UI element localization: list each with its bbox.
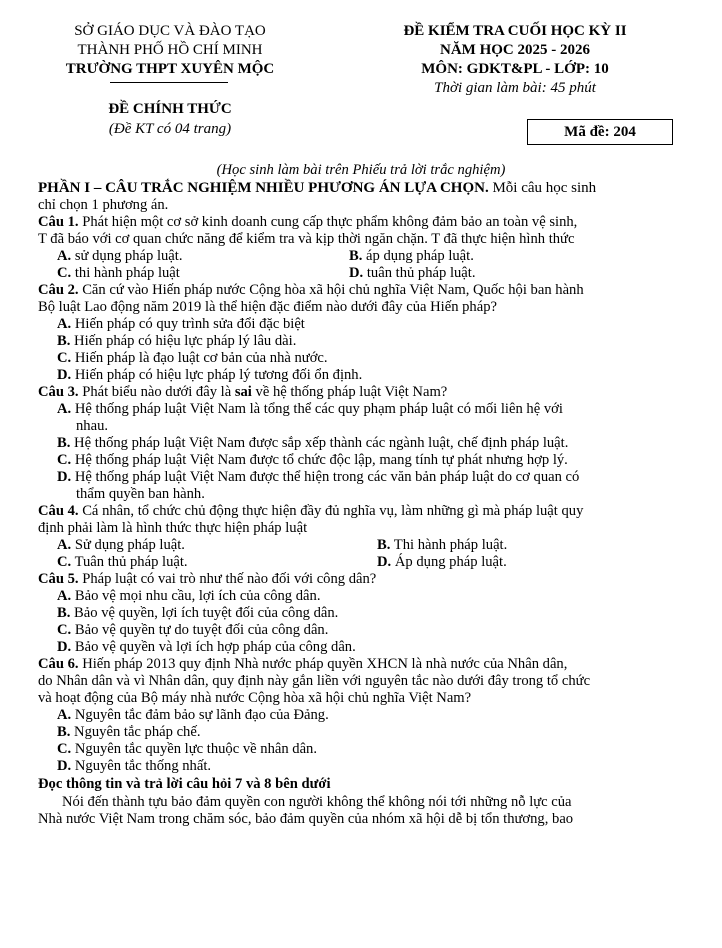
option-text: thi hành pháp luật: [74, 265, 180, 281]
q2-option-c: [57, 350, 328, 367]
option-text: Hiến pháp có hiệu lực pháp lý tương đối ổn định.: [74, 367, 363, 383]
question-5: [38, 571, 376, 588]
question-6: [38, 656, 567, 673]
option-label: B.: [377, 537, 391, 553]
q6-option-b: [57, 724, 200, 741]
official-label: ĐỀ CHÍNH THỨC: [108, 101, 232, 117]
option-text: tuân thủ pháp luật.: [366, 265, 476, 281]
instruction: (Học sinh làm bài trên Phiếu trả lời trắc nghiệm): [216, 162, 506, 178]
school-year: NĂM HỌC 2025 - 2026: [440, 42, 590, 58]
option-text: Nguyên tắc thống nhất.: [74, 758, 212, 774]
part1-title: PHẦN I – CÂU TRẮC NGHIỆM NHIỀU PHƯƠNG ÁN LỰA CHỌN.: [38, 180, 489, 196]
header-left: [40, 22, 300, 79]
question-2-cont: Bộ luật Lao động năm 2019 là thể hiện đặc điểm nào dưới đây của Hiến pháp?: [38, 299, 497, 315]
question-number: Câu 6.: [38, 656, 79, 672]
emphasis-word: sai: [234, 384, 252, 400]
subject: MÔN: GDKT&PL - LỚP: 10: [421, 61, 609, 77]
option-text: Hiến pháp có hiệu lực pháp lý lâu dài.: [74, 333, 297, 349]
option-text: Thi hành pháp luật.: [393, 537, 508, 553]
option-label: D.: [349, 265, 364, 281]
q3-option-d: [57, 469, 579, 486]
option-label: B.: [57, 333, 71, 349]
option-label: D.: [57, 758, 72, 774]
question-6-cont: do Nhân dân và vì Nhân dân, quy định này gắn liền với nguyên tắc nào dưới đây trong tổ chức: [38, 673, 591, 689]
option-label: C.: [57, 265, 72, 281]
question-3: [38, 384, 447, 401]
q4-option-a: [57, 537, 185, 554]
option-text: Nguyên tắc quyền lực thuộc về nhân dân.: [74, 741, 318, 757]
option-text: Bảo vệ quyền, lợi ích tuyệt đối của công dân.: [74, 605, 339, 621]
q4-option-b: [377, 537, 507, 554]
option-label: D.: [57, 469, 72, 485]
q6-option-d: [57, 758, 211, 775]
q1-option-d: [349, 265, 475, 282]
question-text: Cá nhân, tổ chức chủ động thực hiện đầy đủ nghĩa vụ, làm những gì mà pháp luật quy: [82, 503, 584, 519]
option-text: Hệ thống pháp luật Việt Nam được thể hiện trong các văn bản pháp luật do cơ quan có: [74, 469, 580, 485]
question-number: Câu 4.: [38, 503, 79, 519]
exam-title: ĐỀ KIỂM TRA CUỐI HỌC KỲ II: [403, 23, 627, 39]
question-number: Câu 2.: [38, 282, 79, 298]
q3-option-d-cont: thẩm quyền ban hành.: [76, 486, 205, 502]
option-label: B.: [349, 248, 363, 264]
option-label: A.: [57, 537, 72, 553]
question-1: [38, 214, 577, 231]
q3-option-b: [57, 435, 568, 452]
option-text: Sử dụng pháp luật.: [74, 537, 185, 553]
option-label: A.: [57, 588, 72, 604]
part1-heading: [38, 180, 596, 197]
question-6-cont-2: và hoạt động của Bộ máy nhà nước Cộng hòa xã hội chủ nghĩa Việt Nam?: [38, 690, 472, 706]
question-4-cont: định phải làm là hình thức thực hiện pháp luật: [38, 520, 308, 536]
part1-note: Mỗi câu học sinh: [492, 180, 597, 196]
option-label: A.: [57, 248, 72, 264]
option-text: Nguyên tắc đảm bảo sự lãnh đạo của Đảng.: [74, 707, 329, 723]
option-label: C.: [57, 554, 72, 570]
reading-title: Đọc thông tin và trả lời câu hỏi 7 và 8 bên dưới: [38, 776, 331, 792]
q6-option-c: [57, 741, 317, 758]
school-name: TRƯỜNG THPT XUYÊN MỘC: [65, 61, 275, 77]
question-number: Câu 3.: [38, 384, 79, 400]
q1-option-c: [57, 265, 180, 282]
question-text: Hiến pháp 2013 quy định Nhà nước pháp quyền XHCN là nhà nước của Nhân dân,: [82, 656, 568, 672]
option-label: B.: [57, 435, 71, 451]
q2-option-b: [57, 333, 296, 350]
question-4: [38, 503, 583, 520]
exam-time: Thời gian làm bài: 45 phút: [434, 80, 596, 96]
q5-option-a: [57, 588, 320, 605]
page-count: (Đề KT có 04 trang): [108, 121, 232, 137]
option-label: D.: [57, 639, 72, 655]
option-label: A.: [57, 707, 72, 723]
q1-option-b: [349, 248, 474, 265]
question-text: Pháp luật có vai trò như thế nào đối với công dân?: [82, 571, 377, 587]
city-name: THÀNH PHỐ HỒ CHÍ MINH: [77, 42, 263, 58]
question-text: Phát hiện một cơ sở kinh doanh cung cấp thực phẩm không đảm bảo an toàn vệ sinh,: [82, 214, 578, 230]
school-underline: [110, 82, 228, 83]
option-label: B.: [57, 724, 71, 740]
question-2: [38, 282, 584, 299]
question-text: về hệ thống pháp luật Việt Nam?: [255, 384, 448, 400]
q6-option-a: [57, 707, 329, 724]
q4-option-d: [377, 554, 507, 571]
option-text: Hiến pháp có quy trình sửa đổi đặc biệt: [74, 316, 305, 332]
exam-code: Mã đề: 204: [564, 124, 636, 140]
q5-option-c: [57, 622, 328, 639]
reading-line-2: Nhà nước Việt Nam trong chăm sóc, bảo đảm quyền của nhóm xã hội dễ bị tổn thương, bao: [38, 811, 574, 827]
q3-option-a: [57, 401, 563, 418]
option-text: Bảo vệ mọi nhu cầu, lợi ích của công dân.: [74, 588, 321, 604]
option-label: B.: [57, 605, 71, 621]
q3-option-a-cont: nhau.: [76, 418, 109, 434]
option-label: D.: [377, 554, 392, 570]
question-text: Phát biểu nào dưới đây là: [82, 384, 232, 400]
part1-note-cont: chỉ chọn 1 phương án.: [38, 197, 169, 213]
option-text: Hiến pháp là đạo luật cơ bản của nhà nước.: [74, 350, 328, 366]
option-label: C.: [57, 452, 72, 468]
q1-option-a: [57, 248, 182, 265]
option-text: Hệ thống pháp luật Việt Nam được tổ chức độc lập, mang tính tự phát nhưng hợp lý.: [74, 452, 568, 468]
q2-option-d: [57, 367, 362, 384]
q3-option-c: [57, 452, 568, 469]
question-number: Câu 5.: [38, 571, 79, 587]
department-name: SỞ GIÁO DỤC VÀ ĐÀO TẠO: [74, 23, 266, 39]
option-label: C.: [57, 622, 72, 638]
exam-code-box: [527, 119, 673, 145]
option-text: áp dụng pháp luật.: [366, 248, 474, 264]
q5-option-b: [57, 605, 338, 622]
option-text: Bảo vệ quyền tự do tuyệt đối của công dân.: [74, 622, 329, 638]
option-text: Nguyên tắc pháp chế.: [74, 724, 201, 740]
option-text: Tuân thủ pháp luật.: [74, 554, 188, 570]
question-1-cont: T đã báo với cơ quan chức năng để kiểm tra và kịp thời ngăn chặn. T đã thực hiện hình thức: [38, 231, 575, 247]
option-label: A.: [57, 401, 72, 417]
option-label: C.: [57, 741, 72, 757]
question-text: Căn cứ vào Hiến pháp nước Cộng hòa xã hội chủ nghĩa Việt Nam, Quốc hội ban hành: [82, 282, 584, 298]
option-label: C.: [57, 350, 72, 366]
option-text: sử dụng pháp luật.: [74, 248, 183, 264]
option-text: Hệ thống pháp luật Việt Nam là tổng thể các quy phạm pháp luật có mối liên hệ với: [74, 401, 563, 417]
q2-option-a: [57, 316, 305, 333]
q4-option-c: [57, 554, 188, 571]
header-right: [365, 22, 665, 98]
question-number: Câu 1.: [38, 214, 79, 230]
option-label: A.: [57, 316, 72, 332]
option-label: D.: [57, 367, 72, 383]
option-text: Hệ thống pháp luật Việt Nam được sắp xếp thành các ngành luật, chế định pháp luật.: [74, 435, 569, 451]
option-text: Áp dụng pháp luật.: [394, 554, 507, 570]
option-text: Bảo vệ quyền và lợi ích hợp pháp của công dân.: [74, 639, 356, 655]
q5-option-d: [57, 639, 356, 656]
reading-line-1: Nói đến thành tựu bảo đảm quyền con người không thể không nói tới những nỗ lực của: [62, 794, 572, 810]
